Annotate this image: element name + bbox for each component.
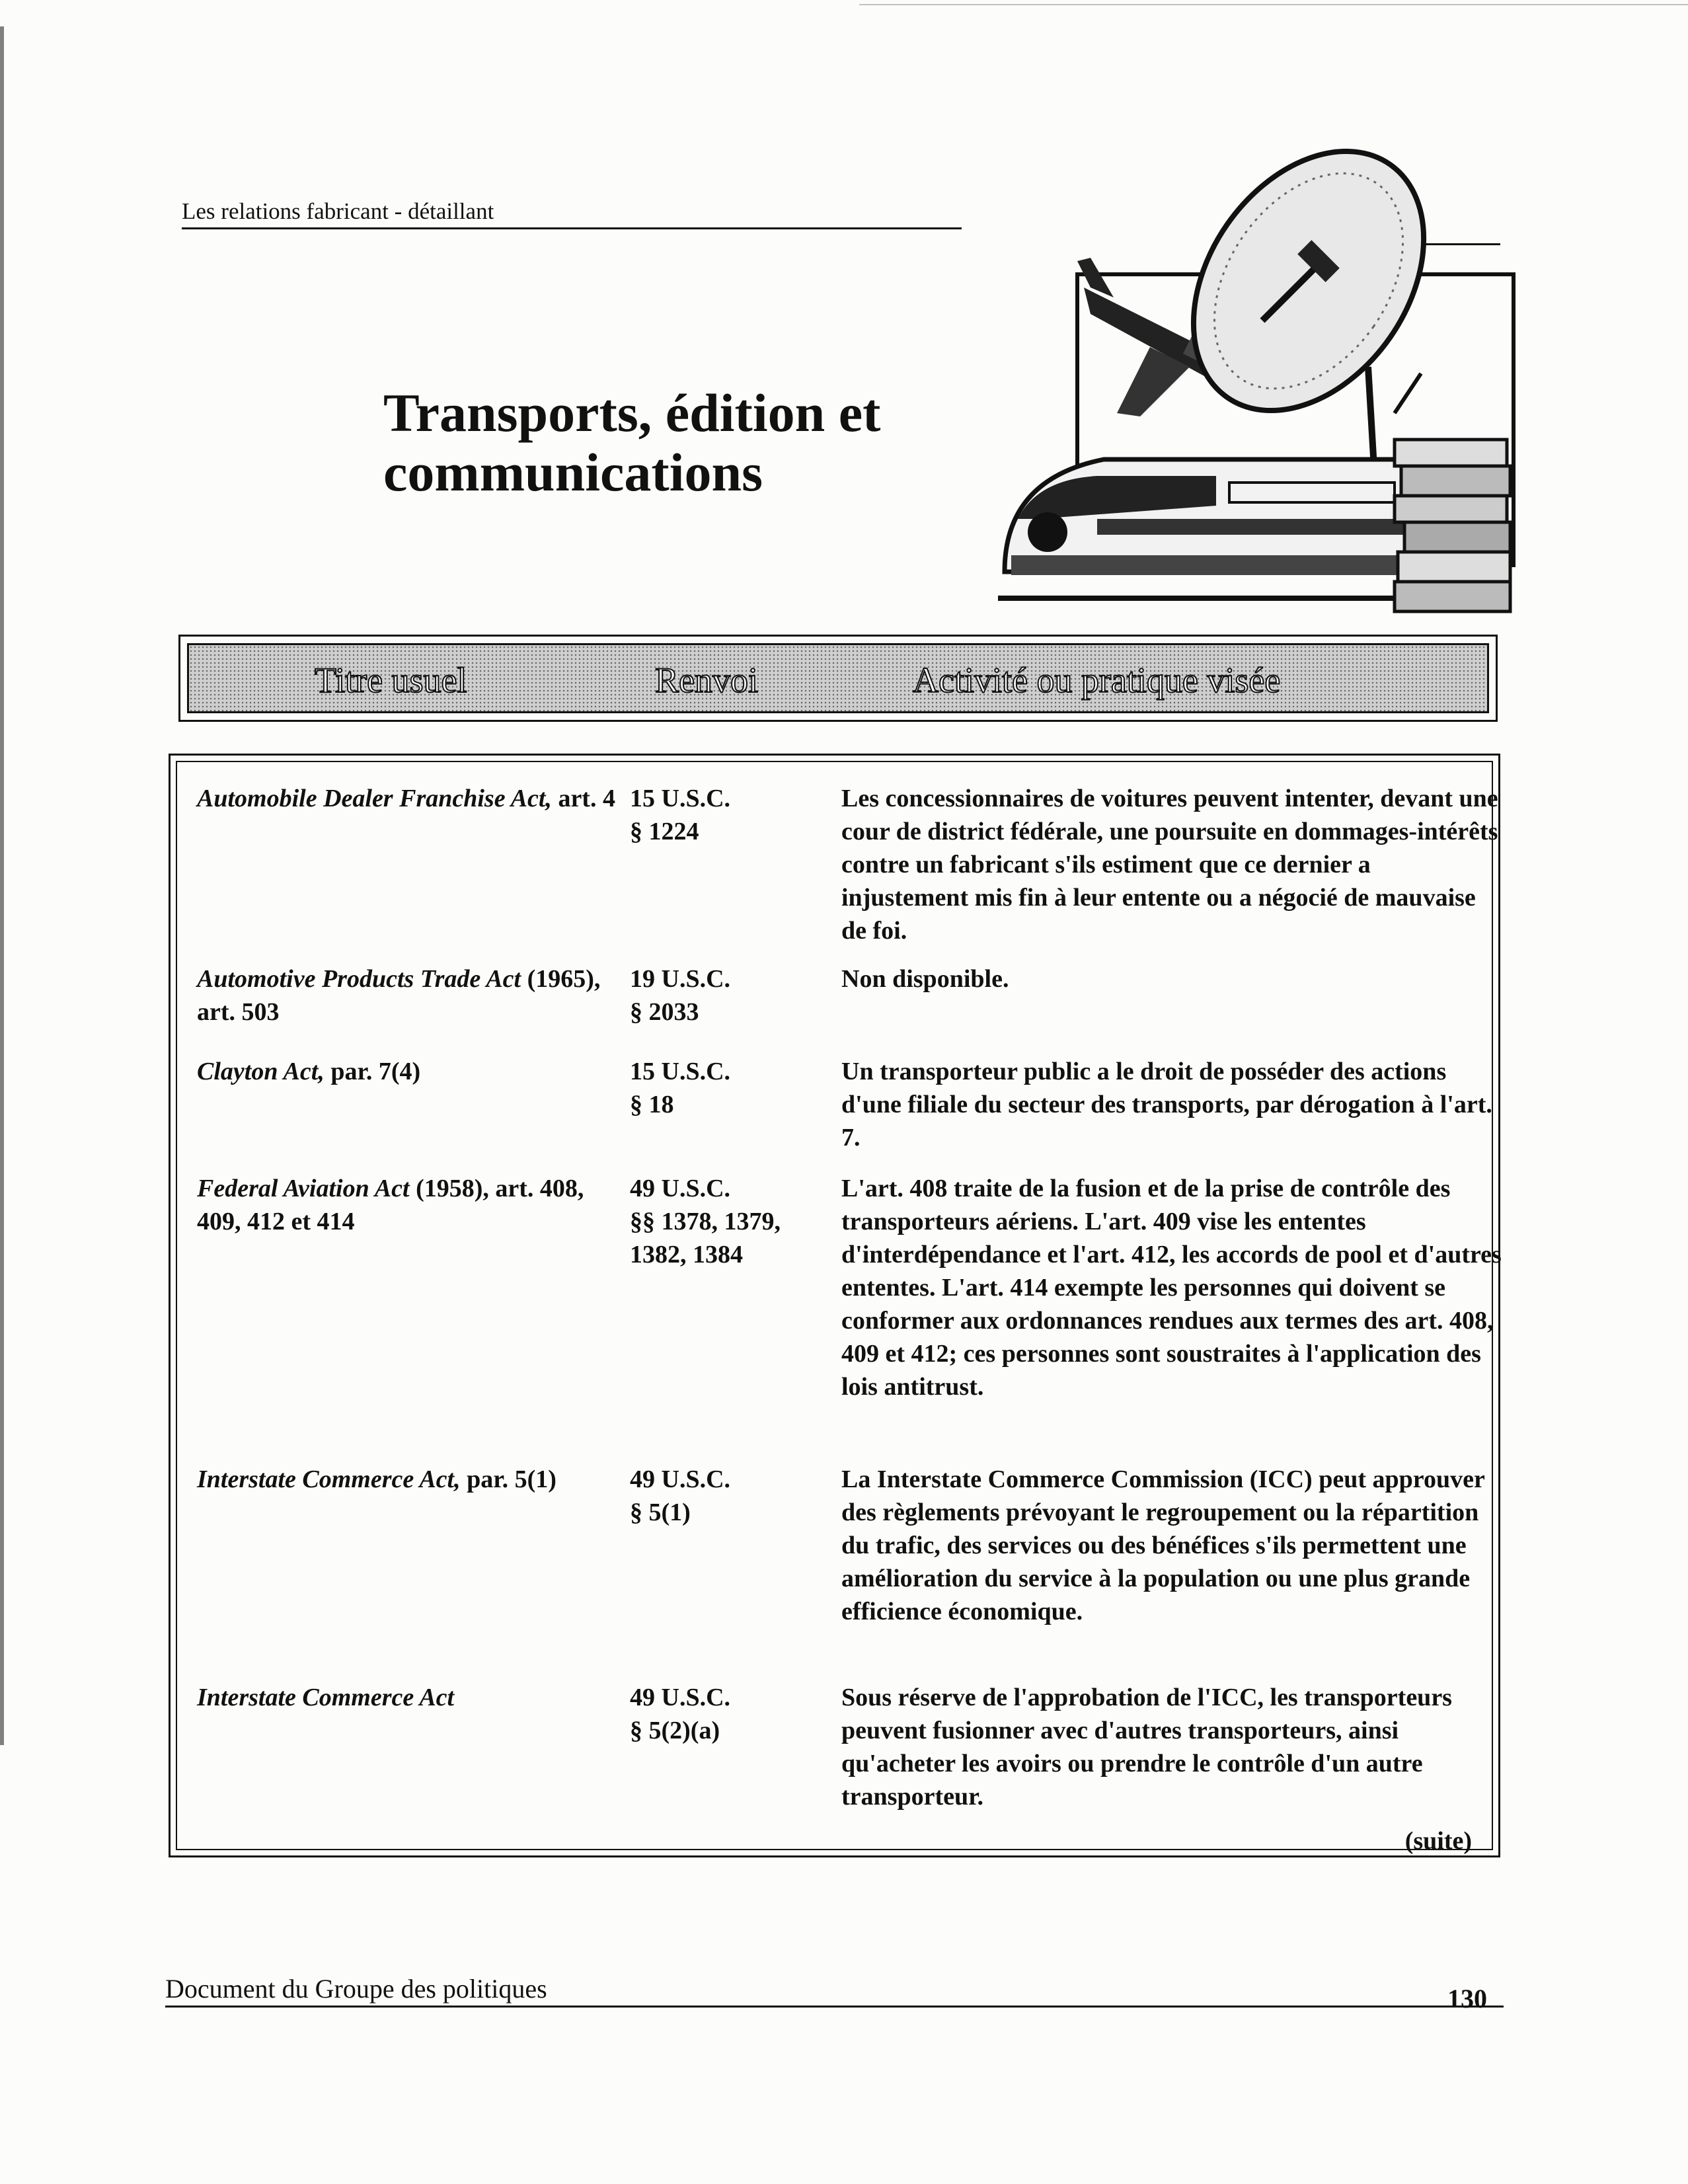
col-header-activite: Activité ou pratique visée bbox=[913, 660, 1281, 700]
ref-line1: 19 U.S.C. bbox=[630, 965, 731, 993]
running-header: Les relations fabricant - détaillant bbox=[182, 198, 494, 224]
ref-line1: 49 U.S.C. bbox=[630, 1465, 731, 1493]
title-italic: Interstate Commerce Act bbox=[197, 1684, 455, 1711]
table-frame bbox=[169, 754, 1500, 1857]
header-rule bbox=[182, 227, 962, 229]
activity-cell: Les concessionnaires de voitures peuvent intenter, devant une cour de district fédérale, une poursuite en dommages-intérêts contre un fabricant s'ils estiment que ce dernier a injustement mis fin à leur entente ou a négocié de mauvaise de foi. bbox=[841, 785, 1498, 945]
table-body bbox=[176, 761, 1502, 1855]
ref-line1: 49 U.S.C. bbox=[630, 1175, 731, 1202]
title-italic: Federal Aviation Act bbox=[197, 1175, 410, 1202]
ref-line1: 49 U.S.C. bbox=[630, 1684, 731, 1711]
ref-cell bbox=[630, 1055, 828, 1121]
satellite-dish-icon bbox=[1146, 149, 1471, 479]
binding-edge bbox=[0, 26, 4, 1745]
ref-cell bbox=[630, 962, 828, 1029]
title-cell bbox=[197, 1681, 620, 1714]
title-rest: (1958), art. 408, 409, 412 et 414 bbox=[197, 1175, 584, 1235]
title-rest: art. 4 bbox=[558, 785, 615, 812]
title-cell bbox=[197, 1172, 620, 1238]
activity-cell: La Interstate Commerce Commission (ICC) peut approuver des règlements prévoyant le regroupement ou la répartition du trafic, des services ou des bénéfices s'ils permettent une amélioration du service à la population ou une plus grande efficience économique. bbox=[841, 1465, 1485, 1625]
books-stack-icon bbox=[1395, 440, 1510, 611]
activity-cell: Sous réserve de l'approbation de l'ICC, les transporteurs peuvent fusionner avec d'autres transporteurs, ainsi qu'acheter les avoirs ou prendre le contrôle d'un autre transporteur. bbox=[841, 1684, 1452, 1811]
title-cell bbox=[197, 1463, 620, 1496]
page-title-line2: communications bbox=[383, 442, 763, 503]
title-italic: Clayton Act, bbox=[197, 1058, 325, 1085]
footer-source: Document du Groupe des politiques bbox=[165, 1974, 547, 2004]
ref-line2: § 18 bbox=[630, 1091, 674, 1118]
title-rest: (1965), art. 503 bbox=[197, 965, 601, 1026]
page-title-line1: Transports, édition et bbox=[383, 383, 881, 443]
col-header-titre: Titre usuel bbox=[315, 660, 467, 700]
table-header-frame bbox=[178, 635, 1498, 722]
title-cell bbox=[197, 782, 620, 815]
scan-top-rule bbox=[859, 4, 1688, 5]
ref-line1: 15 U.S.C. bbox=[630, 1058, 731, 1085]
ref-line2: § 2033 bbox=[630, 998, 699, 1026]
footer-rule bbox=[165, 2006, 1504, 2008]
ref-cell bbox=[630, 1463, 828, 1529]
title-italic: Automotive Products Trade Act bbox=[197, 965, 521, 993]
title-rest: par. 5(1) bbox=[467, 1465, 556, 1493]
transport-communications-illustration bbox=[998, 149, 1527, 618]
ref-cell bbox=[630, 1681, 828, 1747]
page-title bbox=[383, 383, 880, 502]
title-italic: Interstate Commerce Act, bbox=[197, 1465, 461, 1493]
continued-label: (suite) bbox=[1404, 1827, 1472, 1855]
page-number: 130 bbox=[1447, 1984, 1487, 2013]
title-rest: par. 7(4) bbox=[330, 1058, 421, 1085]
activity-cell: Un transporteur public a le droit de posséder des actions d'une filiale du secteur des transports, par dérogation à l'art. 7. bbox=[841, 1058, 1492, 1151]
table-header-band bbox=[187, 643, 1489, 713]
ref-line2: § 5(1) bbox=[630, 1499, 691, 1526]
activity-cell: L'art. 408 traite de la fusion et de la prise de contrôle des transporteurs aériens. L'art. 409 vise les ententes d'interdépendance et l'art. 412, les accords de pool et d'autres ententes. L'art. 414 exempte les personnes qui doivent se conformer aux ordonnances rendues aux termes des art. 408, 409 et 412; ces personnes sont soustraites à l'application des lois antitrust. bbox=[841, 1175, 1502, 1401]
title-cell bbox=[197, 1055, 620, 1088]
ref-line2: § 1224 bbox=[630, 818, 699, 845]
col-header-renvoi: Renvoi bbox=[655, 660, 758, 700]
train-icon bbox=[998, 459, 1421, 598]
title-cell bbox=[197, 962, 620, 1029]
ref-line2: §§ 1378, 1379, 1382, 1384 bbox=[630, 1208, 781, 1268]
activity-cell: Non disponible. bbox=[841, 965, 1009, 993]
ref-line2: § 5(2)(a) bbox=[630, 1717, 720, 1744]
title-italic: Automobile Dealer Franchise Act, bbox=[197, 785, 552, 812]
ref-cell bbox=[630, 782, 828, 848]
ref-cell bbox=[630, 1172, 788, 1271]
ref-line1: 15 U.S.C. bbox=[630, 785, 731, 812]
